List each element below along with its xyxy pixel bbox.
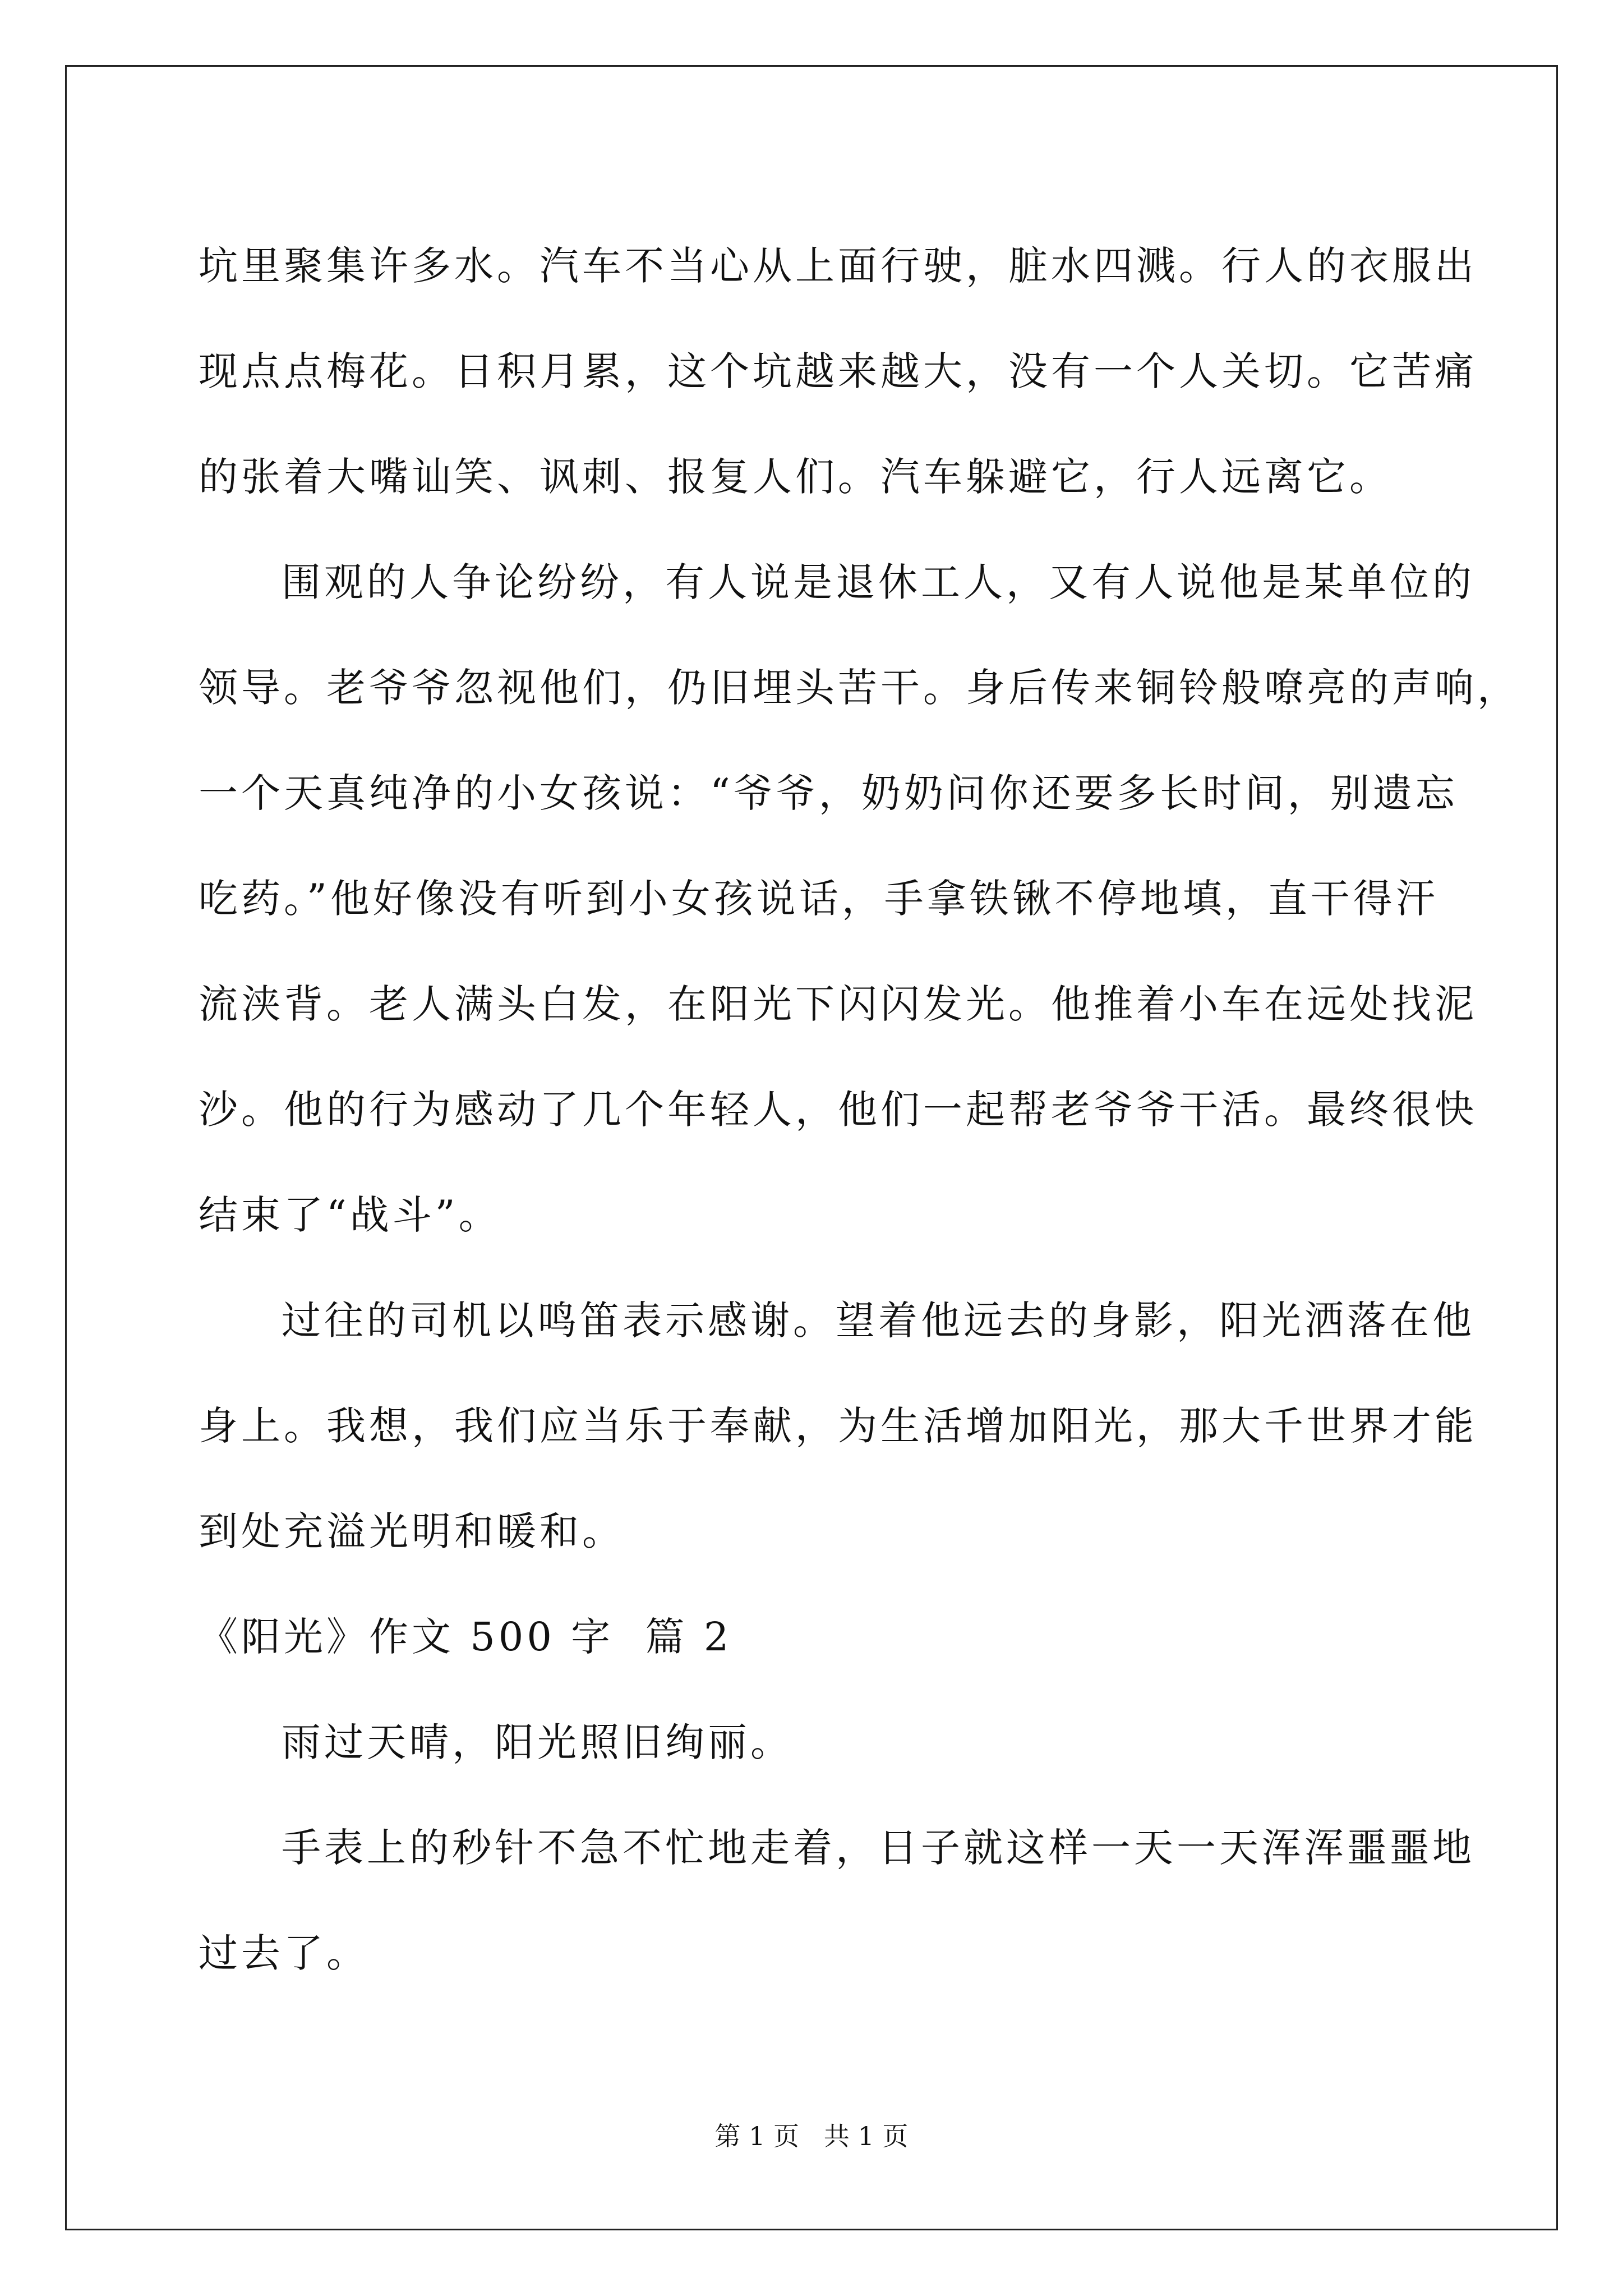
section-heading: 《阳光》作文 500 字 篇 2	[199, 1614, 732, 1660]
text-line-13: 到处充溢光明和暖和。	[199, 1508, 625, 1554]
text-line-10: 结束了“战斗”。	[199, 1192, 501, 1238]
text-line-7: 吃药。”他好像没有听到小女孩说话，手拿铁锹不停地填，直干得汗	[199, 876, 1438, 922]
text-line-15: 雨过天晴，阳光照旧绚丽。	[282, 1719, 793, 1765]
text-line-2: 现点点梅花。日积月累，这个坑越来越大，没有一个人关切。它苦痛	[199, 348, 1477, 394]
text-line-3: 的张着大嘴讪笑、讽刺、报复人们。汽车躲避它，行人远离它。	[199, 454, 1392, 500]
text-line-12: 身上。我想，我们应当乐于奉献，为生活增加阳光，那大千世界才能	[199, 1403, 1477, 1449]
text-line-11: 过往的司机以鸣笛表示感谢。望着他远去的身影，阳光洒落在他	[282, 1297, 1475, 1343]
text-line-6: 一个天真纯净的小女孩说：“爷爷，奶奶问你还要多长时间，别遗忘	[199, 770, 1458, 816]
text-line-8: 流浃背。老人满头白发，在阳光下闪闪发光。他推着小车在远处找泥	[199, 981, 1477, 1027]
text-line-9: 沙。他的行为感动了几个年轻人，他们一起帮老爷爷干活。最终很快	[199, 1087, 1477, 1133]
text-line-4: 围观的人争论纷纷，有人说是退休工人，又有人说他是某单位的	[282, 559, 1475, 605]
text-line-1: 坑里聚集许多水。汽车不当心从上面行驶，脏水四溅。行人的衣服出	[199, 243, 1477, 289]
text-line-16: 手表上的秒针不急不忙地走着，日子就这样一天一天浑浑噩噩地	[282, 1825, 1475, 1871]
page-footer: 第 1 页 共 1 页	[714, 2121, 909, 2151]
text-line-17: 过去了。	[199, 1930, 369, 1976]
text-line-5: 领导。老爷爷忽视他们，仍旧埋头苦干。身后传来铜铃般嘹亮的声响，	[199, 665, 1520, 711]
document-body	[199, 213, 1520, 2006]
